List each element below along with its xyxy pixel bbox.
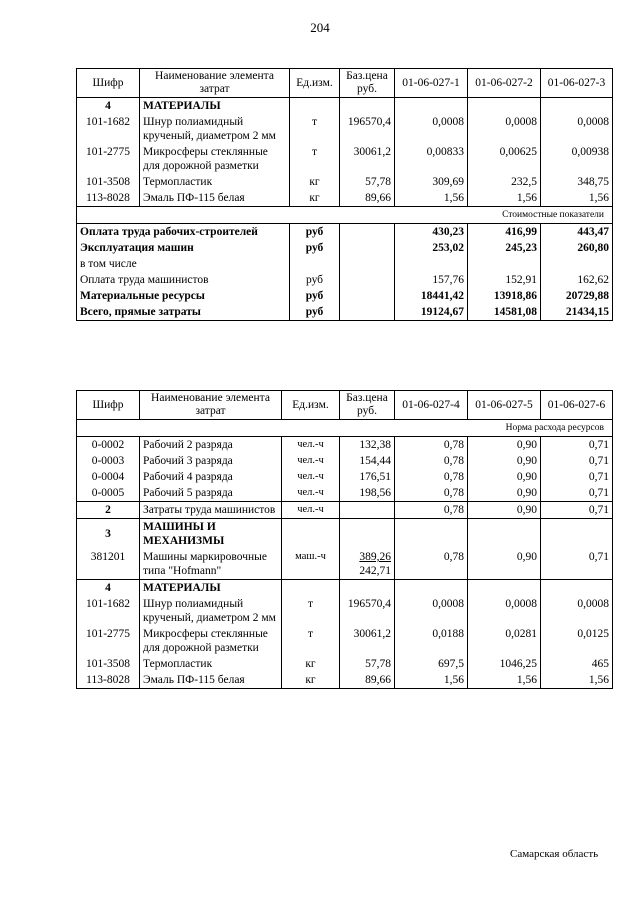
section-row <box>77 580 613 597</box>
cell-code: 113-8028 <box>77 190 140 207</box>
norm-caption: Норма расхода ресурсов <box>77 420 613 437</box>
cost-value: 430,23 <box>395 224 468 241</box>
cell-value: 1,56 <box>541 672 613 689</box>
cost-unit: руб <box>290 288 340 304</box>
cell-value: 348,75 <box>541 174 613 190</box>
cell-unit: т <box>282 596 340 626</box>
col-header-price: Баз.цена руб. <box>340 69 395 98</box>
cost-caption: Стоимостные показатели <box>77 207 613 224</box>
col-header-2: 01-06-027-2 <box>468 69 541 98</box>
section-code: 4 <box>77 98 140 115</box>
cell-value: 0,90 <box>468 437 541 454</box>
price-value-2: 242,71 <box>359 565 391 577</box>
cell-code: 381201 <box>77 549 140 580</box>
cell-value: 0,90 <box>468 485 541 502</box>
cell-value: 0,90 <box>468 549 541 580</box>
cell-name: Рабочий 3 разряда <box>140 453 282 469</box>
cell-value: 0,78 <box>395 469 468 485</box>
cell-unit: чел.-ч <box>282 437 340 454</box>
cell-price: 198,56 <box>340 485 395 502</box>
table-row <box>77 453 613 469</box>
cell-name: Рабочий 5 разряда <box>140 485 282 502</box>
cell-value: 0,0125 <box>541 626 613 656</box>
cell-code: 101-1682 <box>77 596 140 626</box>
cell-value: 0,00833 <box>395 144 468 174</box>
cell-value: 0,0008 <box>468 596 541 626</box>
table-row <box>77 672 613 689</box>
cell-code: 101-2775 <box>77 626 140 656</box>
cell-price: 89,66 <box>340 190 395 207</box>
cell-value: 0,71 <box>541 437 613 454</box>
cell-value: 0,00625 <box>468 144 541 174</box>
cell-unit: чел.-ч <box>282 453 340 469</box>
col-header-unit: Ед.изм. <box>290 69 340 98</box>
col-header-5: 01-06-027-5 <box>468 391 541 420</box>
cell-price: 57,78 <box>340 174 395 190</box>
table-row <box>77 144 613 174</box>
cell-value: 0,0281 <box>468 626 541 656</box>
cell-unit: кг <box>290 190 340 207</box>
cell-price: 132,38 <box>340 437 395 454</box>
table-row <box>77 190 613 207</box>
table-row <box>77 549 613 580</box>
cost-value: 253,02 <box>395 240 468 256</box>
cost-row <box>77 304 613 321</box>
price-value: 389,26 <box>359 551 391 563</box>
cost-value: 19124,67 <box>395 304 468 321</box>
cost-name: в том числе <box>77 256 290 272</box>
cell-price: 154,44 <box>340 453 395 469</box>
cell-price: 30061,2 <box>340 626 395 656</box>
cost-value: 20729,88 <box>541 288 613 304</box>
cell-code: 0-0003 <box>77 453 140 469</box>
cell-code: 2 <box>77 502 140 519</box>
cost-name: Оплата труда машинистов <box>77 272 290 288</box>
cell-unit: т <box>290 144 340 174</box>
cell-price: 30061,2 <box>340 144 395 174</box>
caption-row <box>77 207 613 224</box>
cost-unit: руб <box>290 304 340 321</box>
cell-value: 0,0008 <box>395 114 468 144</box>
cost-value: 14581,08 <box>468 304 541 321</box>
col-header-code: Шифр <box>77 69 140 98</box>
cell-name: Рабочий 4 разряда <box>140 469 282 485</box>
cell-value: 1,56 <box>395 672 468 689</box>
cell-price: 196570,4 <box>340 114 395 144</box>
cell-name: Шнур полиамидный крученый, диаметром 2 мм <box>140 596 282 626</box>
col-header-3: 01-06-027-3 <box>541 69 613 98</box>
col-header-1: 01-06-027-1 <box>395 69 468 98</box>
table-row <box>77 626 613 656</box>
cell-code: 101-2775 <box>77 144 140 174</box>
cell-value: 0,78 <box>395 502 468 519</box>
cell-name: Машины маркировочные типа "Hofmann" <box>140 549 282 580</box>
cell-name: Термопластик <box>140 174 290 190</box>
cell-value: 0,00938 <box>541 144 613 174</box>
section-row <box>77 98 613 115</box>
cell-value: 0,90 <box>468 502 541 519</box>
cell-price: 57,78 <box>340 656 395 672</box>
cell-name: Затраты труда машинистов <box>140 502 282 519</box>
table-header-row <box>77 391 613 420</box>
cost-name: Материальные ресурсы <box>77 288 290 304</box>
cell-name: Термопластик <box>140 656 282 672</box>
cost-name: Оплата труда рабочих-строителей <box>77 224 290 241</box>
cost-name: Эксплуатация машин <box>77 240 290 256</box>
cell-value: 232,5 <box>468 174 541 190</box>
section-code: 3 <box>77 519 140 550</box>
cell-value: 0,90 <box>468 453 541 469</box>
cell-value: 1,56 <box>395 190 468 207</box>
cell-code: 101-1682 <box>77 114 140 144</box>
cell-value: 0,0188 <box>395 626 468 656</box>
col-header-code: Шифр <box>77 391 140 420</box>
cell-name: Шнур полиамидный крученый, диаметром 2 мм <box>140 114 290 144</box>
cell-value: 1,56 <box>468 672 541 689</box>
section-title: МАШИНЫ И МЕХАНИЗМЫ <box>140 519 282 550</box>
col-header-6: 01-06-027-6 <box>541 391 613 420</box>
cost-unit: руб <box>290 224 340 241</box>
cost-unit: руб <box>290 272 340 288</box>
cell-unit: кг <box>290 174 340 190</box>
cell-price: 89,66 <box>340 672 395 689</box>
cell-value: 1046,25 <box>468 656 541 672</box>
cost-value: 260,80 <box>541 240 613 256</box>
cell-code: 0-0004 <box>77 469 140 485</box>
col-header-unit: Ед.изм. <box>282 391 340 420</box>
section-code: 4 <box>77 580 140 597</box>
cell-name: Рабочий 2 разряда <box>140 437 282 454</box>
cell-value: 309,69 <box>395 174 468 190</box>
footer-region: Самарская область <box>510 848 599 860</box>
cell-price <box>340 549 395 580</box>
cell-code: 113-8028 <box>77 672 140 689</box>
cell-value: 465 <box>541 656 613 672</box>
cell-name: Эмаль ПФ-115 белая <box>140 190 290 207</box>
table-row <box>77 114 613 144</box>
cost-row <box>77 256 613 272</box>
table-row <box>77 656 613 672</box>
resource-table-1 <box>76 68 613 321</box>
cost-name: Всего, прямые затраты <box>77 304 290 321</box>
cost-value: 162,62 <box>541 272 613 288</box>
col-header-name: Наименование элемента затрат <box>140 391 282 420</box>
cell-unit: чел.-ч <box>282 469 340 485</box>
machinist-row <box>77 502 613 519</box>
cell-value: 0,0008 <box>395 596 468 626</box>
cell-value: 1,56 <box>541 190 613 207</box>
cost-row <box>77 288 613 304</box>
cell-value: 0,71 <box>541 549 613 580</box>
cell-price: 196570,4 <box>340 596 395 626</box>
cell-unit: чел.-ч <box>282 502 340 519</box>
cell-unit: кг <box>282 656 340 672</box>
table-header-row <box>77 69 613 98</box>
cell-unit: маш.-ч <box>282 549 340 580</box>
cost-value: 416,99 <box>468 224 541 241</box>
cell-unit: т <box>290 114 340 144</box>
col-header-4: 01-06-027-4 <box>395 391 468 420</box>
cell-name: Микросферы стеклянные для дорожной разметки <box>140 626 282 656</box>
cell-price: 176,51 <box>340 469 395 485</box>
cost-row <box>77 240 613 256</box>
cell-value: 0,78 <box>395 549 468 580</box>
cell-value: 1,56 <box>468 190 541 207</box>
table-row <box>77 437 613 454</box>
cell-value: 0,71 <box>541 453 613 469</box>
cost-value: 245,23 <box>468 240 541 256</box>
cell-name: Микросферы стеклянные для дорожной разметки <box>140 144 290 174</box>
cell-value: 0,0008 <box>541 596 613 626</box>
cost-unit: руб <box>290 240 340 256</box>
resource-table-2 <box>76 390 613 689</box>
section-title: МАТЕРИАЛЫ <box>140 580 282 597</box>
section-row <box>77 519 613 550</box>
cell-code: 0-0005 <box>77 485 140 502</box>
cost-value: 443,47 <box>541 224 613 241</box>
cell-value: 0,78 <box>395 485 468 502</box>
cell-unit: чел.-ч <box>282 485 340 502</box>
cell-value: 0,71 <box>541 485 613 502</box>
cell-value: 697,5 <box>395 656 468 672</box>
table-row <box>77 174 613 190</box>
cell-name: Эмаль ПФ-115 белая <box>140 672 282 689</box>
cell-unit: кг <box>282 672 340 689</box>
table-row <box>77 469 613 485</box>
page-number: 204 <box>310 20 330 35</box>
cell-code: 0-0002 <box>77 437 140 454</box>
cell-value: 0,78 <box>395 437 468 454</box>
cost-value: 152,91 <box>468 272 541 288</box>
cell-value: 0,90 <box>468 469 541 485</box>
table-row <box>77 485 613 502</box>
cost-value: 13918,86 <box>468 288 541 304</box>
cost-row <box>77 272 613 288</box>
cell-value: 0,0008 <box>468 114 541 144</box>
section-title: МАТЕРИАЛЫ <box>140 98 290 115</box>
table-row <box>77 596 613 626</box>
cost-value: 21434,15 <box>541 304 613 321</box>
cell-value: 0,0008 <box>541 114 613 144</box>
cost-value: 18441,42 <box>395 288 468 304</box>
col-header-price: Баз.цена руб. <box>340 391 395 420</box>
cell-value: 0,71 <box>541 502 613 519</box>
cost-value: 157,76 <box>395 272 468 288</box>
cell-unit: т <box>282 626 340 656</box>
cell-code: 101-3508 <box>77 656 140 672</box>
col-header-name: Наименование элемента затрат <box>140 69 290 98</box>
caption-row <box>77 420 613 437</box>
cell-value: 0,71 <box>541 469 613 485</box>
cost-row <box>77 224 613 241</box>
cell-code: 101-3508 <box>77 174 140 190</box>
cell-value: 0,78 <box>395 453 468 469</box>
